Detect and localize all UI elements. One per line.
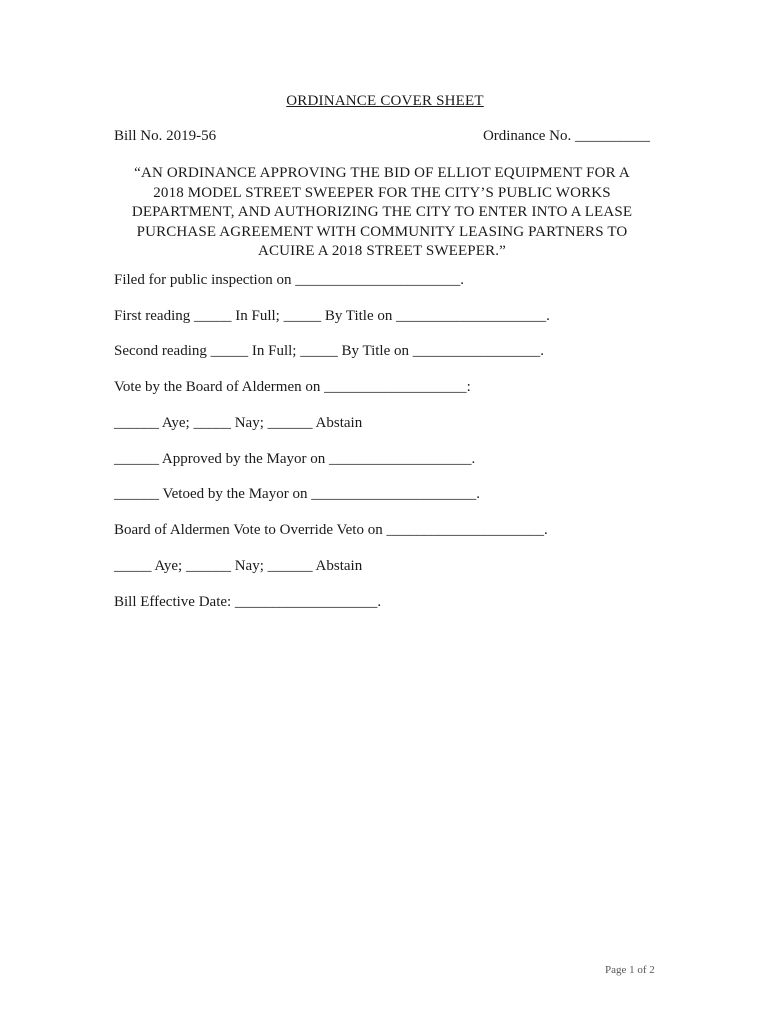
ordinance-title-line: DEPARTMENT, AND AUTHORIZING THE CITY TO ENTER INTO A LEASE xyxy=(131,204,633,220)
veto-override-vote: Board of Aldermen Vote to Override Veto on _____________________. xyxy=(114,522,548,538)
ordinance-number: Ordinance No. __________ xyxy=(482,128,650,144)
ordinance-title-line: PURCHASE AGREEMENT WITH COMMUNITY LEASING PARTNERS TO xyxy=(136,223,628,240)
ordinance-title-line: “AN ORDINANCE APPROVING THE BID OF ELLIOT EQUIPMENT FOR A xyxy=(134,165,630,181)
bill-effective-date: Bill Effective Date: ___________________. xyxy=(114,594,382,610)
mayor-approved: ______ Approved by the Mayor on ___________________. xyxy=(114,451,476,467)
board-vote-tally: ______ Aye; _____ Nay; ______ Abstain xyxy=(114,415,363,431)
ordinance-title xyxy=(110,164,654,262)
filed-for-inspection: Filed for public inspection on ______________________. xyxy=(114,272,464,288)
first-reading: First reading _____ In Full; _____ By Title on ____________________. xyxy=(114,308,550,324)
document-title: ORDINANCE COVER SHEET xyxy=(286,93,484,109)
board-vote: Vote by the Board of Aldermen on ___________________: xyxy=(114,379,471,395)
bill-number: Bill No. 2019-56 xyxy=(114,128,217,144)
mayor-vetoed: ______ Vetoed by the Mayor on ______________________. xyxy=(114,486,480,502)
ordinance-title-line: 2018 MODEL STREET SWEEPER FOR THE CITY’S PUBLIC WORKS xyxy=(153,184,611,201)
override-vote-tally: _____ Aye; ______ Nay; ______ Abstain xyxy=(114,558,363,574)
page-number: Page 1 of 2 xyxy=(605,964,655,976)
ordinance-title-line: ACUIRE A 2018 STREET SWEEPER.” xyxy=(258,243,506,259)
second-reading: Second reading _____ In Full; _____ By Title on _________________. xyxy=(114,343,545,359)
